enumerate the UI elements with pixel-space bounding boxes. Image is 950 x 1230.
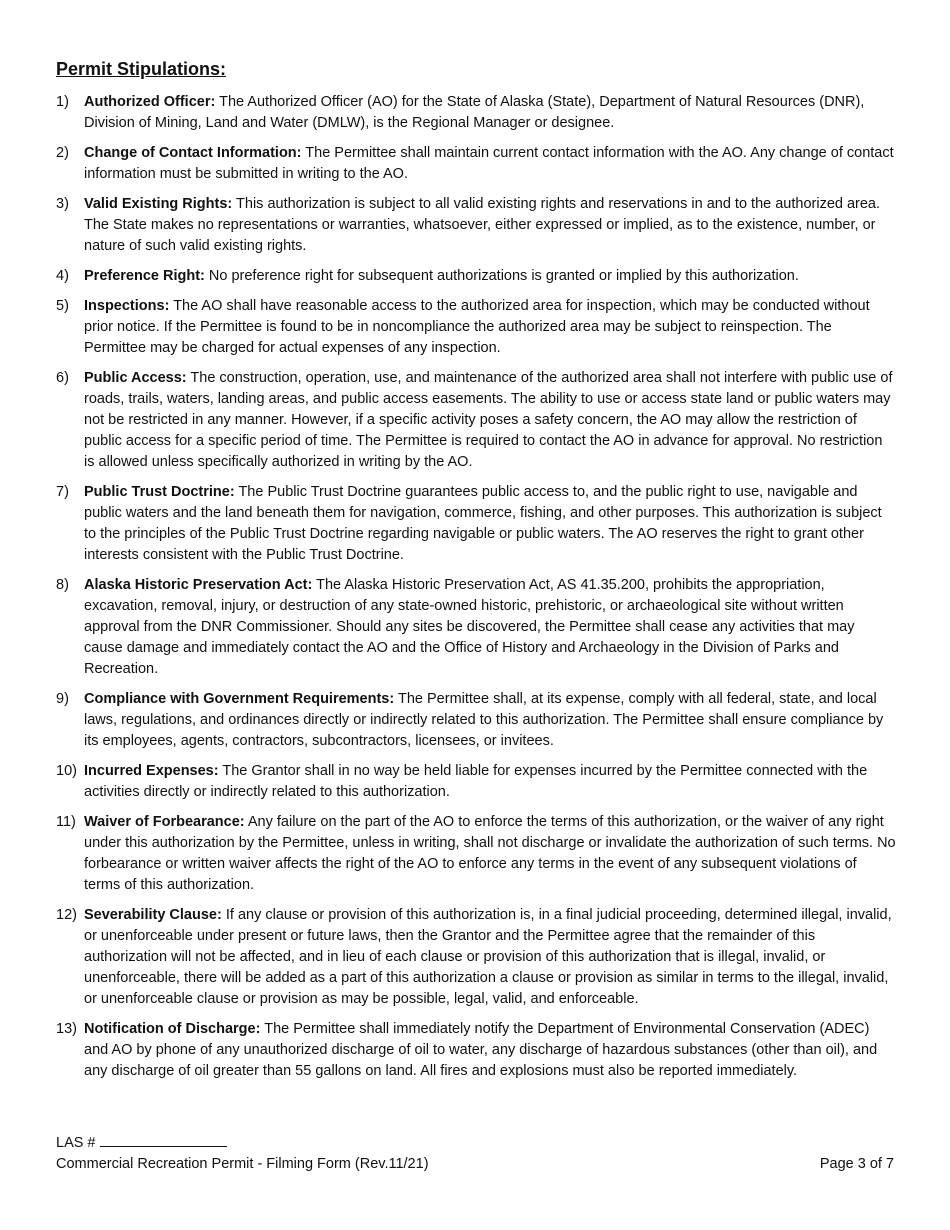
stipulation-text: This authorization is subject to all valid existing rights and reservations in and to the authorized area. The State makes no representations or warranties, whatsoever, either expressed or implied, as to the existence, number, or nature of such valid existing rights. [84, 196, 881, 254]
page-title: Permit Stipulations: [56, 59, 227, 79]
stipulation-label: Inspections: [84, 298, 170, 314]
stipulation-text: No preference right for subsequent authorizations is granted or implied by this authorization. [208, 268, 799, 284]
stipulation-item [56, 1019, 896, 1082]
stipulation-body [84, 194, 896, 257]
stipulation-text: The Alaska Historic Preservation Act, AS 41.35.200, prohibits the appropriation, excavation, removal, injury, or destruction of any state-owned historic, prehistoric, or archaeological site without written approval from the DNR Commissioner. Should any sites be discovered, the Permittee shall cease any activities that may cause damage and immediately contact the AO and the Office of History and Archaeology in the Division of Parks and Recreation. [84, 577, 855, 677]
stipulation-item [56, 812, 896, 896]
stipulation-item [56, 689, 896, 752]
stipulation-body [84, 143, 896, 185]
stipulation-label: Authorized Officer: [84, 94, 216, 110]
stipulation-label: Notification of Discharge: [84, 1021, 261, 1037]
stipulation-label: Preference Right: [84, 268, 205, 284]
stipulation-label: Severability Clause: [84, 907, 222, 923]
stipulation-body [84, 905, 896, 1010]
stipulation-item [56, 905, 896, 1010]
stipulation-body [84, 761, 896, 803]
stipulation-body [84, 296, 896, 359]
stipulation-number: 13) [56, 1021, 77, 1037]
stipulation-number: 4) [56, 268, 69, 284]
form-name: Commercial Recreation Permit - Filming Form (Rev.11/21) [56, 1156, 429, 1172]
stipulation-item [56, 296, 896, 359]
stipulation-label: Incurred Expenses: [84, 763, 219, 779]
stipulation-number: 9) [56, 691, 69, 707]
page-number: Page 3 of 7 [819, 1156, 894, 1172]
page-footer [56, 1132, 894, 1175]
stipulation-item [56, 266, 896, 287]
document-page [56, 57, 896, 1091]
stipulation-number: 8) [56, 577, 69, 593]
stipulation-number: 5) [56, 298, 69, 314]
stipulation-number: 10) [56, 763, 77, 779]
stipulation-text: If any clause or provision of this authorization is, in a final judicial proceeding, determined illegal, invalid, or unenforceable under present or future laws, then the Grantor and the Permittee agree that the remainder of this authorization will not be affected, and in lieu of each clause or provision of this authorization that is illegal, invalid, or unenforceable, there will be added as a part of this authorization a clause or provision as similar in terms to the illegal, invalid, or unenforceable clause or provision as may be possible, legal, valid, and enforceable. [84, 907, 892, 1007]
stipulation-number: 12) [56, 907, 77, 923]
stipulation-body [84, 1019, 896, 1082]
stipulation-body [84, 266, 896, 287]
las-number-blank [100, 1132, 227, 1147]
stipulation-label: Valid Existing Rights: [84, 196, 233, 212]
stipulation-body [84, 689, 896, 752]
stipulation-text: The AO shall have reasonable access to the authorized area for inspection, which may be conducted without prior notice. If the Permittee is found to be in noncompliance the authorized area may be subject to reinspection. The Permittee may be charged for actual expenses of any inspection. [84, 298, 870, 356]
stipulation-item [56, 368, 896, 473]
stipulation-label: Public Access: [84, 370, 187, 386]
stipulation-label: Waiver of Forbearance: [84, 814, 245, 830]
stipulation-item [56, 575, 896, 680]
stipulation-label: Alaska Historic Preservation Act: [84, 577, 313, 593]
stipulation-text: Any failure on the part of the AO to enforce the terms of this authorization, or the waiver of any right under this authorization by the Permittee, unless in writing, shall not discharge or invalidate the authorization of such terms. No forbearance or written waiver affects the right of the AO to enforce any terms in the event of any subsequent violations of terms of this authorization. [84, 814, 896, 893]
stipulation-text: The Permittee shall maintain current contact information with the AO. Any change of contact information must be submitted in writing to the AO. [84, 145, 894, 182]
stipulation-label: Change of Contact Information: [84, 145, 302, 161]
stipulation-label: Compliance with Government Requirements: [84, 691, 395, 707]
las-number-field [56, 1132, 894, 1154]
stipulation-label: Public Trust Doctrine: [84, 484, 235, 500]
stipulation-number: 3) [56, 196, 69, 212]
stipulation-text: The construction, operation, use, and maintenance of the authorized area shall not interfere with public use of roads, trails, waters, landing areas, and public access easements. The ability to use or access state land or public waters may not be restricted in any manner. However, if a specific activity poses a safety concern, the AO may allow the restriction of public access for a specific period of time. The Permittee is required to contact the AO in advance for approval. No restriction is allowed unless specifically authorized in writing by the AO. [84, 370, 893, 470]
stipulation-number: 7) [56, 484, 69, 500]
stipulation-item [56, 482, 896, 566]
stipulation-item [56, 761, 896, 803]
stipulation-text: The Public Trust Doctrine guarantees public access to, and the public right to use, navigable and public waters and the land beneath them for navigation, commerce, fishing, and other purposes. This authorization is subject to the principles of the Public Trust Doctrine regarding navigable or public waters. The AO reserves the right to grant other interests consistent with the Public Trust Doctrine. [84, 484, 882, 563]
stipulation-body [84, 368, 896, 473]
stipulation-number: 6) [56, 370, 69, 386]
stipulation-number: 11) [56, 814, 76, 830]
stipulation-text: The Grantor shall in no way be held liable for expenses incurred by the Permittee connected with the activities directly or indirectly related to this authorization. [84, 763, 868, 800]
stipulations-list [56, 92, 896, 1082]
stipulation-body [84, 575, 896, 680]
stipulation-item [56, 194, 896, 257]
stipulation-number: 2) [56, 145, 69, 161]
las-label: LAS # [56, 1135, 96, 1151]
stipulation-text: The Permittee shall immediately notify the Department of Environmental Conservation (ADEC) and AO by phone of any unauthorized discharge of oil to water, any discharge of hazardous substances (other than oil), and any discharge of oil greater than 55 gallons on land. All fires and explosions must also be reported immediately. [84, 1021, 878, 1079]
stipulation-item [56, 143, 896, 185]
stipulation-text: The Permittee shall, at its expense, comply with all federal, state, and local laws, regulations, and ordinances directly or indirectly related to this authorization. The Permittee shall ensure compliance by its employees, agents, contractors, subcontractors, licensees, or invitees. [84, 691, 884, 749]
stipulation-text: The Authorized Officer (AO) for the State of Alaska (State), Department of Natural Resources (DNR), Division of Mining, Land and Water (DMLW), is the Regional Manager or designee. [84, 94, 865, 131]
stipulation-body [84, 482, 896, 566]
stipulation-number: 1) [56, 94, 69, 110]
stipulation-body [84, 812, 896, 896]
stipulation-body [84, 92, 896, 134]
stipulation-item [56, 92, 896, 134]
